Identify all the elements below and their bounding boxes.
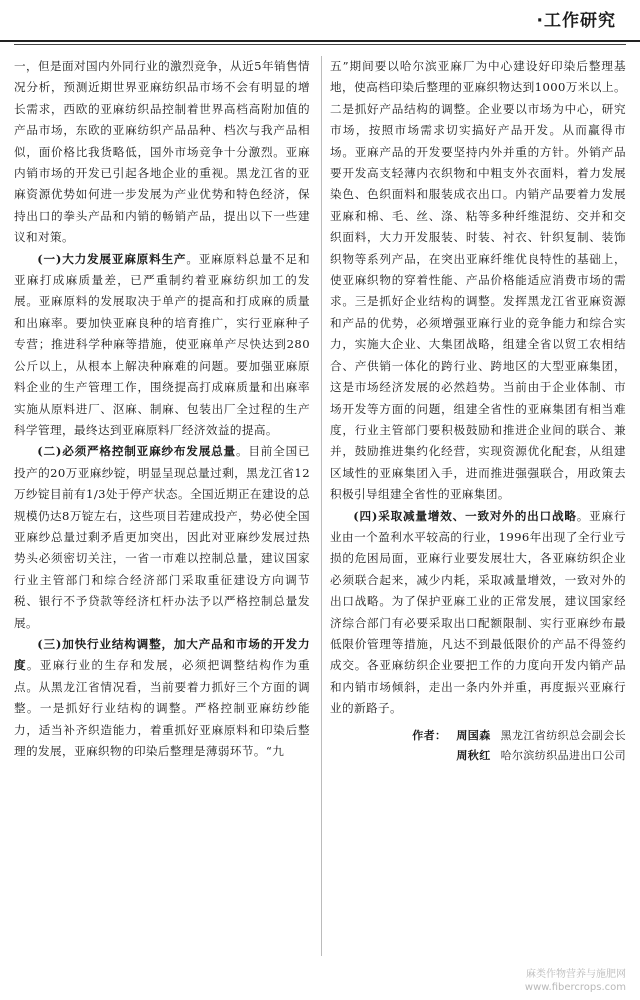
left-column [14, 56, 310, 762]
header-rule [14, 44, 626, 45]
section2-paragraph [14, 441, 310, 634]
watermark-line2: www.fibercrops.com [524, 982, 626, 993]
section2-body: 。目前全国已投产的20万亚麻纱锭，明显呈现总量过剩，黑龙江省12万纱锭目前有1/3处于停产状态。全国近期正在建设的总规模仍达8万锭左右，这些项目若建成投产，势必使全国亚麻纱总量过剩矛盾更加突出，因此对亚麻纱发展过热势头必须密切关注，一省一市难以控制总量，建议国家行业主管部门和综合经济部门采取重征建设方向调节税、银行不予贷款等经济杠杆办法予以严格控制总量发展。 [14, 444, 310, 630]
section3-body: 。亚麻行业的生存和发展，必须把调整结构作为重点。从黑龙江省情况看，当前要着力抓好三个方面的调整。一是抓好行业结构的调整。严格控制亚麻纺纱能力，适当补齐织造能力，着重抓好亚麻原料和印染后整理的发展，亚麻织物的印染后整理是薄弱环节。“九 [14, 658, 310, 758]
page-header [0, 0, 640, 42]
section4-body: 。亚麻行业由一个盈利水平较高的行业，1996年出现了全行业亏损的危困局面，亚麻行业要发展壮大，各亚麻纺织企业必须联合起来，减少内耗，采取减量增效，一致对外的出口战略。为了保护亚麻工业的正常发展，建议国家经济综合部门有必要采取出口配额限制、实行亚麻纱布最低限价管理等措施，凡达不到最低限价的产品不得签约成交。各亚麻纺织企业要把工作的力度向开发内销产品和内销市场倾斜，走出一条内外并重，再度振兴亚麻行业的新路子。 [330, 508, 626, 716]
column-divider [321, 56, 322, 956]
section3-paragraph [14, 634, 310, 762]
author-line-1 [330, 726, 626, 746]
section1-paragraph [14, 249, 310, 442]
author2-name: 周秋红 [456, 748, 491, 762]
author-block [330, 726, 626, 766]
section1-heading: (一)大力发展亚麻原料生产 [37, 251, 187, 266]
section1-body: 。亚麻原料总量不足和亚麻打成麻质量差，已严重制约着亚麻纺织加工的发展。亚麻原料的发展取决于单产的提高和打成麻的质量和出麻率。要加快亚麻良种的培育推广，实行亚麻种子专营；推进科学种麻等措施，使亚麻单产尽快达到280公斤以上，从根本上解决种麻难的问题。要加强亚麻原料企业的生产管理工作，围绕提高打成麻质量和出麻率实施从原料进厂、沤麻、制麻、包装出厂全过程的生产科学管理，最终达到亚麻原料厂经济效益的提高。 [14, 251, 310, 437]
section-tag: ·工作研究 [536, 11, 616, 31]
author2-affiliation: 哈尔滨纺织品进出口公司 [500, 748, 626, 762]
intro-paragraph: 一，但是面对国内外同行业的激烈竞争，从近5年销售情况分析，预测近期世界亚麻纺织品市场不会有明显的增长需求，西欧的亚麻纺织品控制着世界高档高附加值的产品市场，东欧的亚麻纺织产品品种、档次与我产品相似，面价格比我货略低，国外市场竞争十分激烈。亚麻内销市场的开发已引起各地企业的重视。黑龙江省的亚麻资源优势如何进一步发展为产业优势和特色经济，保持出口的拳头产品和内销的畅销产品，提出以下一些建议和对策。 [14, 59, 310, 245]
author-label: 作者： [412, 728, 447, 742]
continued-paragraph: 五”期间要以哈尔滨亚麻厂为中心建设好印染后整理基地，使高档印染后整理的亚麻织物达到1000万米以上。二是抓好产品结构的调整。企业要以市场为中心，研究市场，按照市场需求切实搞好产品开发。从而赢得市场。亚麻产品的开发要坚持内外并重的方针。外销产品要开发高支轻薄内衣织物和中粗支外衣面料，着力发展染色、色织面料和服装成衣出口。内销产品要着力发展亚麻和棉、毛、丝、涤、粘等多种纤维混纺、交并和交织面料，大力开发服装、时装、衬衣、针织复制、装饰织物等系列产品，在突出亚麻纤维优良特性的基础上，使亚麻织物的穿着性能、产品价格能适应消费市场的需求。三是抓好企业结构的调整。发挥黑龙江省亚麻资源和产品的优势，必须增强亚麻行业的竞争能力和综合实力，实施大企业、大集团战略，组建全省以贸工农相结合、产供销一体化的跨行业、跨地区的大型亚麻集团，这是市场经济发展的必然趋势。当前由于企业体制、市场开发等方面的问题，组建全省性的亚麻集团有相当难度，行业主管部门要积极鼓励和推进企业间的联合、兼并，鼓励推进集约化经营，实现资源优化配套，从组建区域性的亚麻集团入手，进而推进强强联合，用政策去积极引导组建全省性的亚麻集团。 [330, 59, 626, 502]
author1-affiliation: 黑龙江省纺织总会副会长 [500, 728, 626, 742]
author-line-2 [330, 746, 626, 766]
watermark [525, 968, 626, 994]
section2-heading: (二)必须严格控制亚麻纱布发展总量 [37, 444, 236, 459]
section4-paragraph [330, 506, 626, 720]
watermark-line1: 麻类作物营养与施肥网 [526, 969, 626, 980]
section3-heading: (三)加快行业结构调整，加大产品和市场的开发力度 [14, 636, 310, 673]
author1-name: 周国森 [456, 728, 491, 742]
section4-heading: (四)采取减量增效、一致对外的出口战略 [353, 508, 577, 523]
right-column [330, 56, 626, 766]
